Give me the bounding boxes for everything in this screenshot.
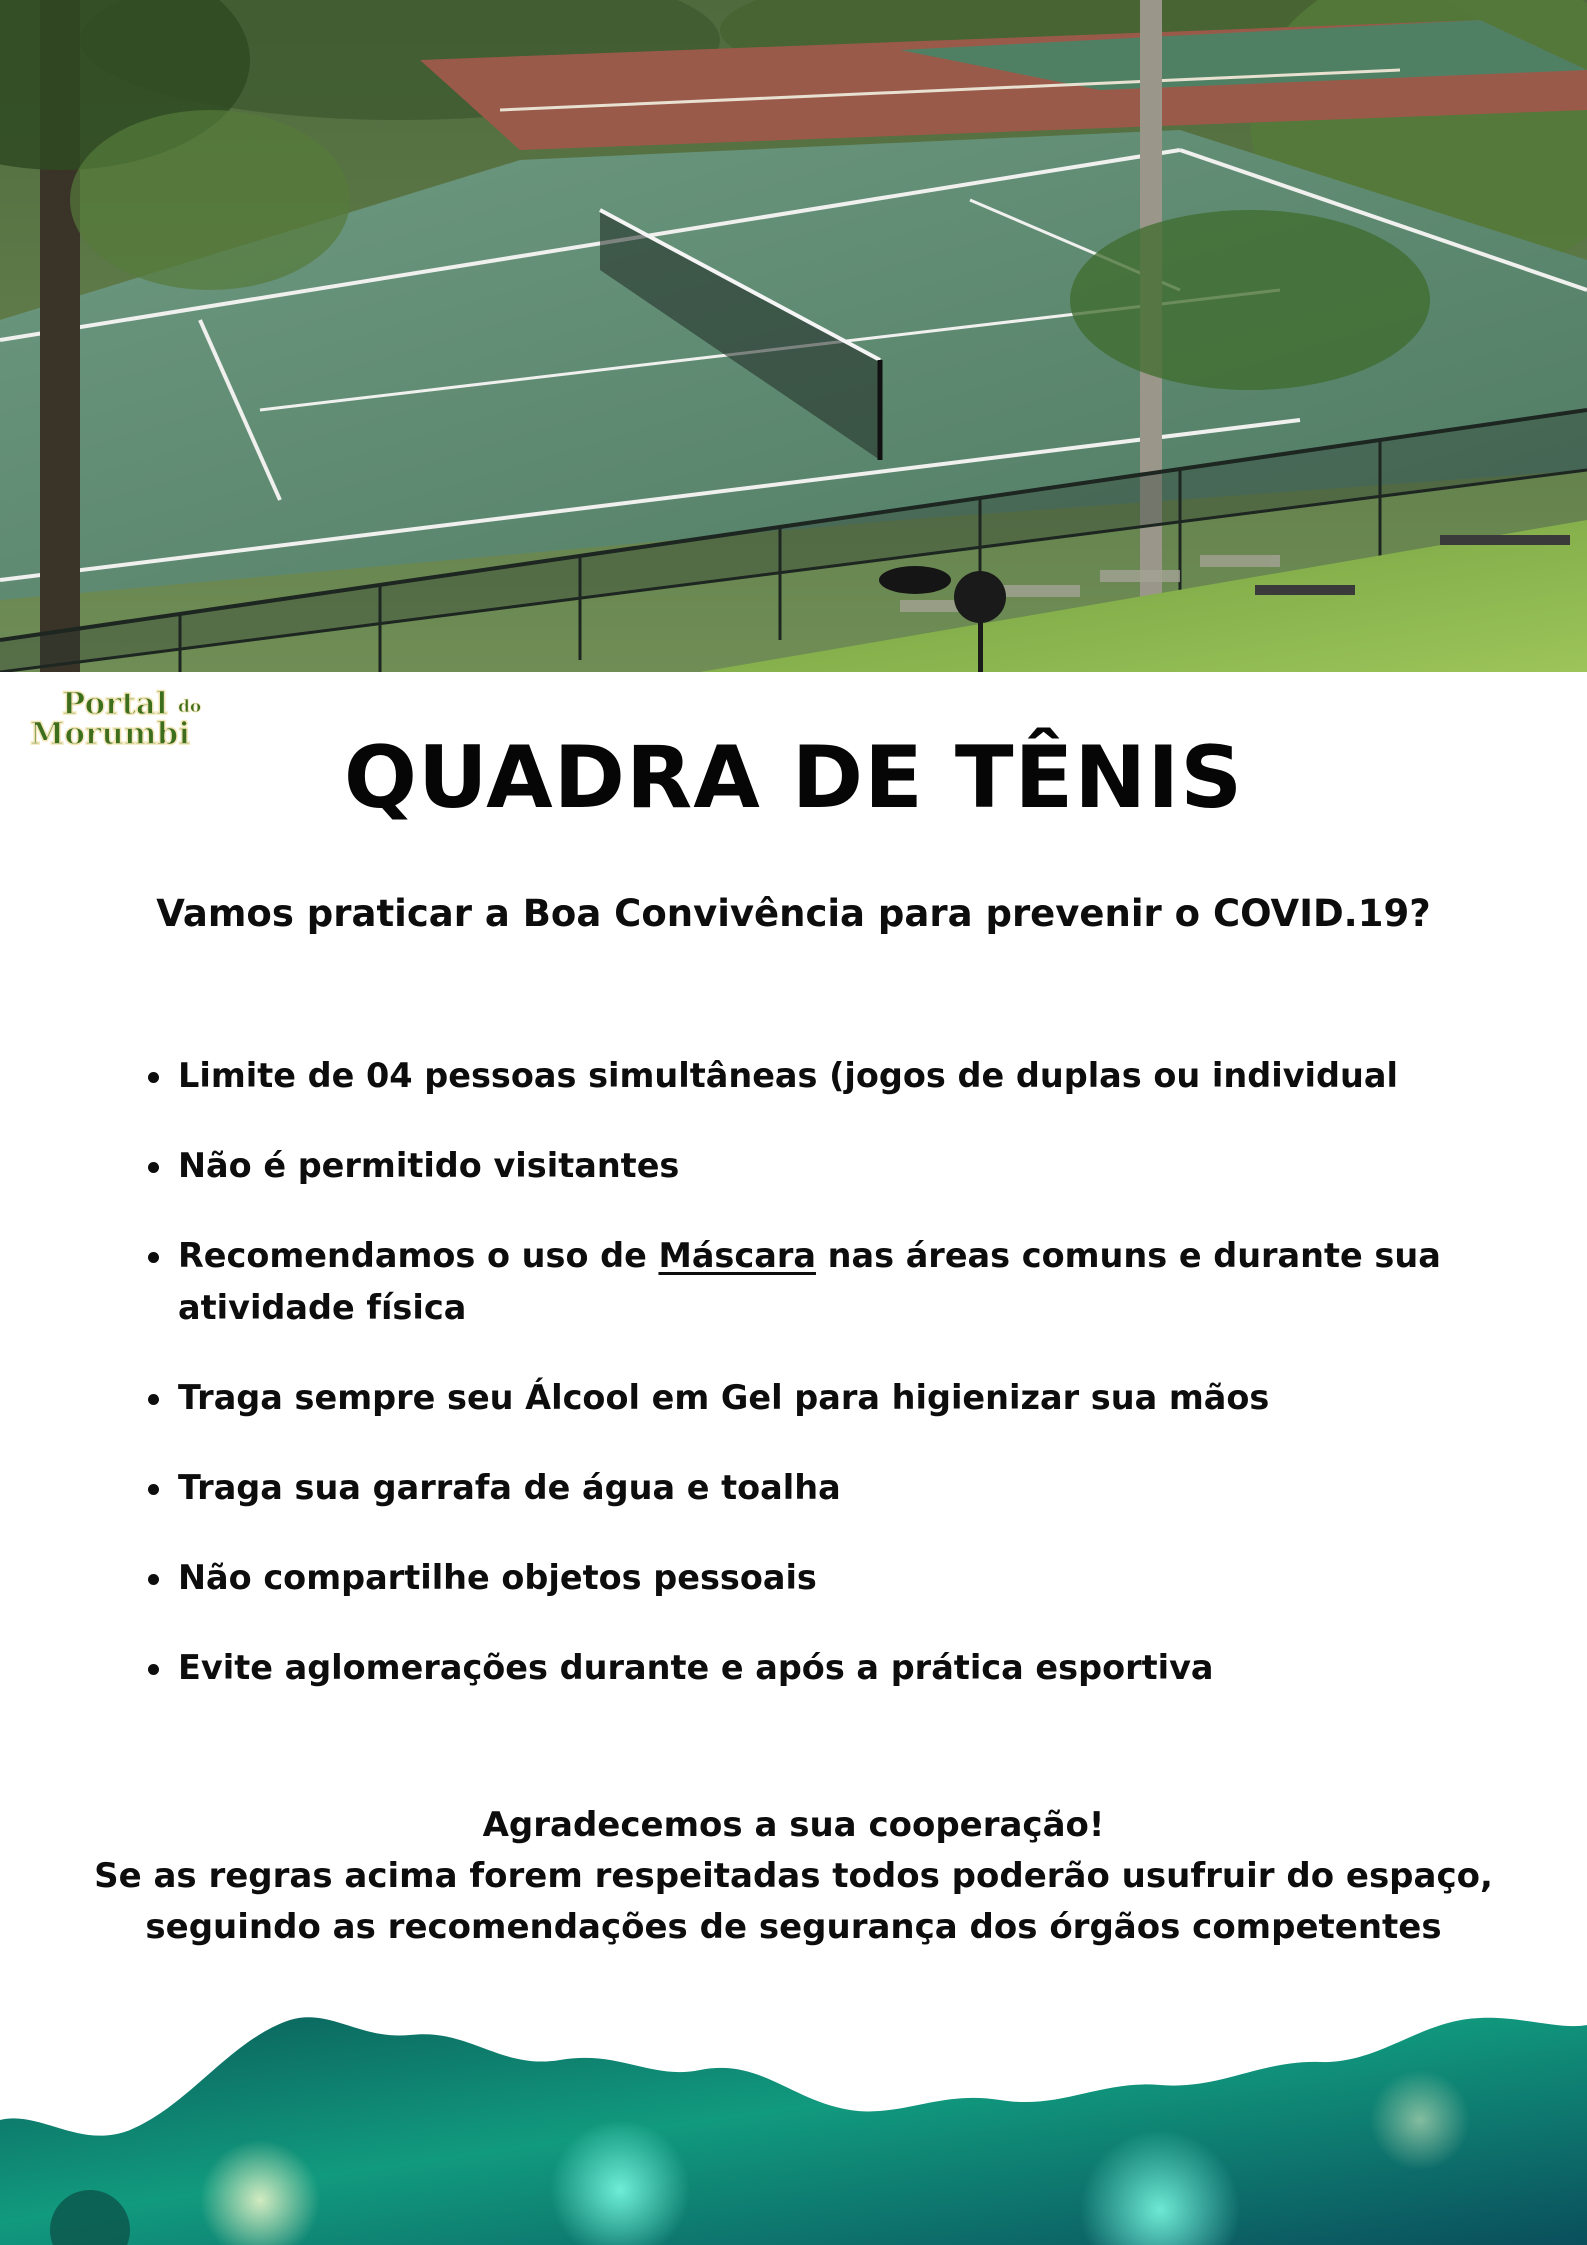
closing-line-3: seguindo as recomendações de segurança dos órgãos competentes [145,1907,1442,1947]
page-title: QUADRA DE TÊNIS [343,728,1244,828]
rule-text: Não compartilhe objetos pessoais [178,1558,817,1597]
list-item [178,1642,1498,1694]
logo-word-do: do [178,697,202,717]
rule-text: Limite de 04 pessoas simultâneas (jogos de duplas ou individual [178,1056,1398,1095]
hero-photo-tennis-court [0,0,1587,672]
rule-text-mascara: Máscara [658,1236,816,1275]
list-item [178,1230,1498,1334]
logo-word-morumbi: Morumbi [30,716,191,750]
list-item [178,1462,1498,1514]
rule-text-before: Recomendamos o uso de [178,1236,659,1275]
closing-line-2: Se as regras acima forem respeitadas todos poderão usufruir do espaço, [94,1856,1493,1896]
rule-text: Traga sempre seu Álcool em Gel para higienizar sua mãos [178,1378,1270,1417]
list-item [178,1050,1498,1102]
list-item [178,1552,1498,1604]
torn-paper-footer-art [0,2000,1587,2245]
logo-word-portal: Portal [62,686,168,722]
list-item [178,1372,1498,1424]
closing-message [0,1800,1587,1953]
rule-text-after: nas áreas comuns e durante sua atividade física [178,1236,1441,1327]
page-subtitle: Vamos praticar a Boa Convivência para prevenir o COVID.19? [156,892,1431,935]
rules-list [178,1050,1498,1732]
list-item [178,1140,1498,1192]
rule-text: Traga sua garrafa de água e toalha [178,1468,841,1507]
rule-text: Evite aglomerações durante e após a prática esportiva [178,1648,1214,1687]
closing-thanks: Agradecemos a sua cooperação! [482,1805,1105,1845]
rule-text: Não é permitido visitantes [178,1146,680,1185]
